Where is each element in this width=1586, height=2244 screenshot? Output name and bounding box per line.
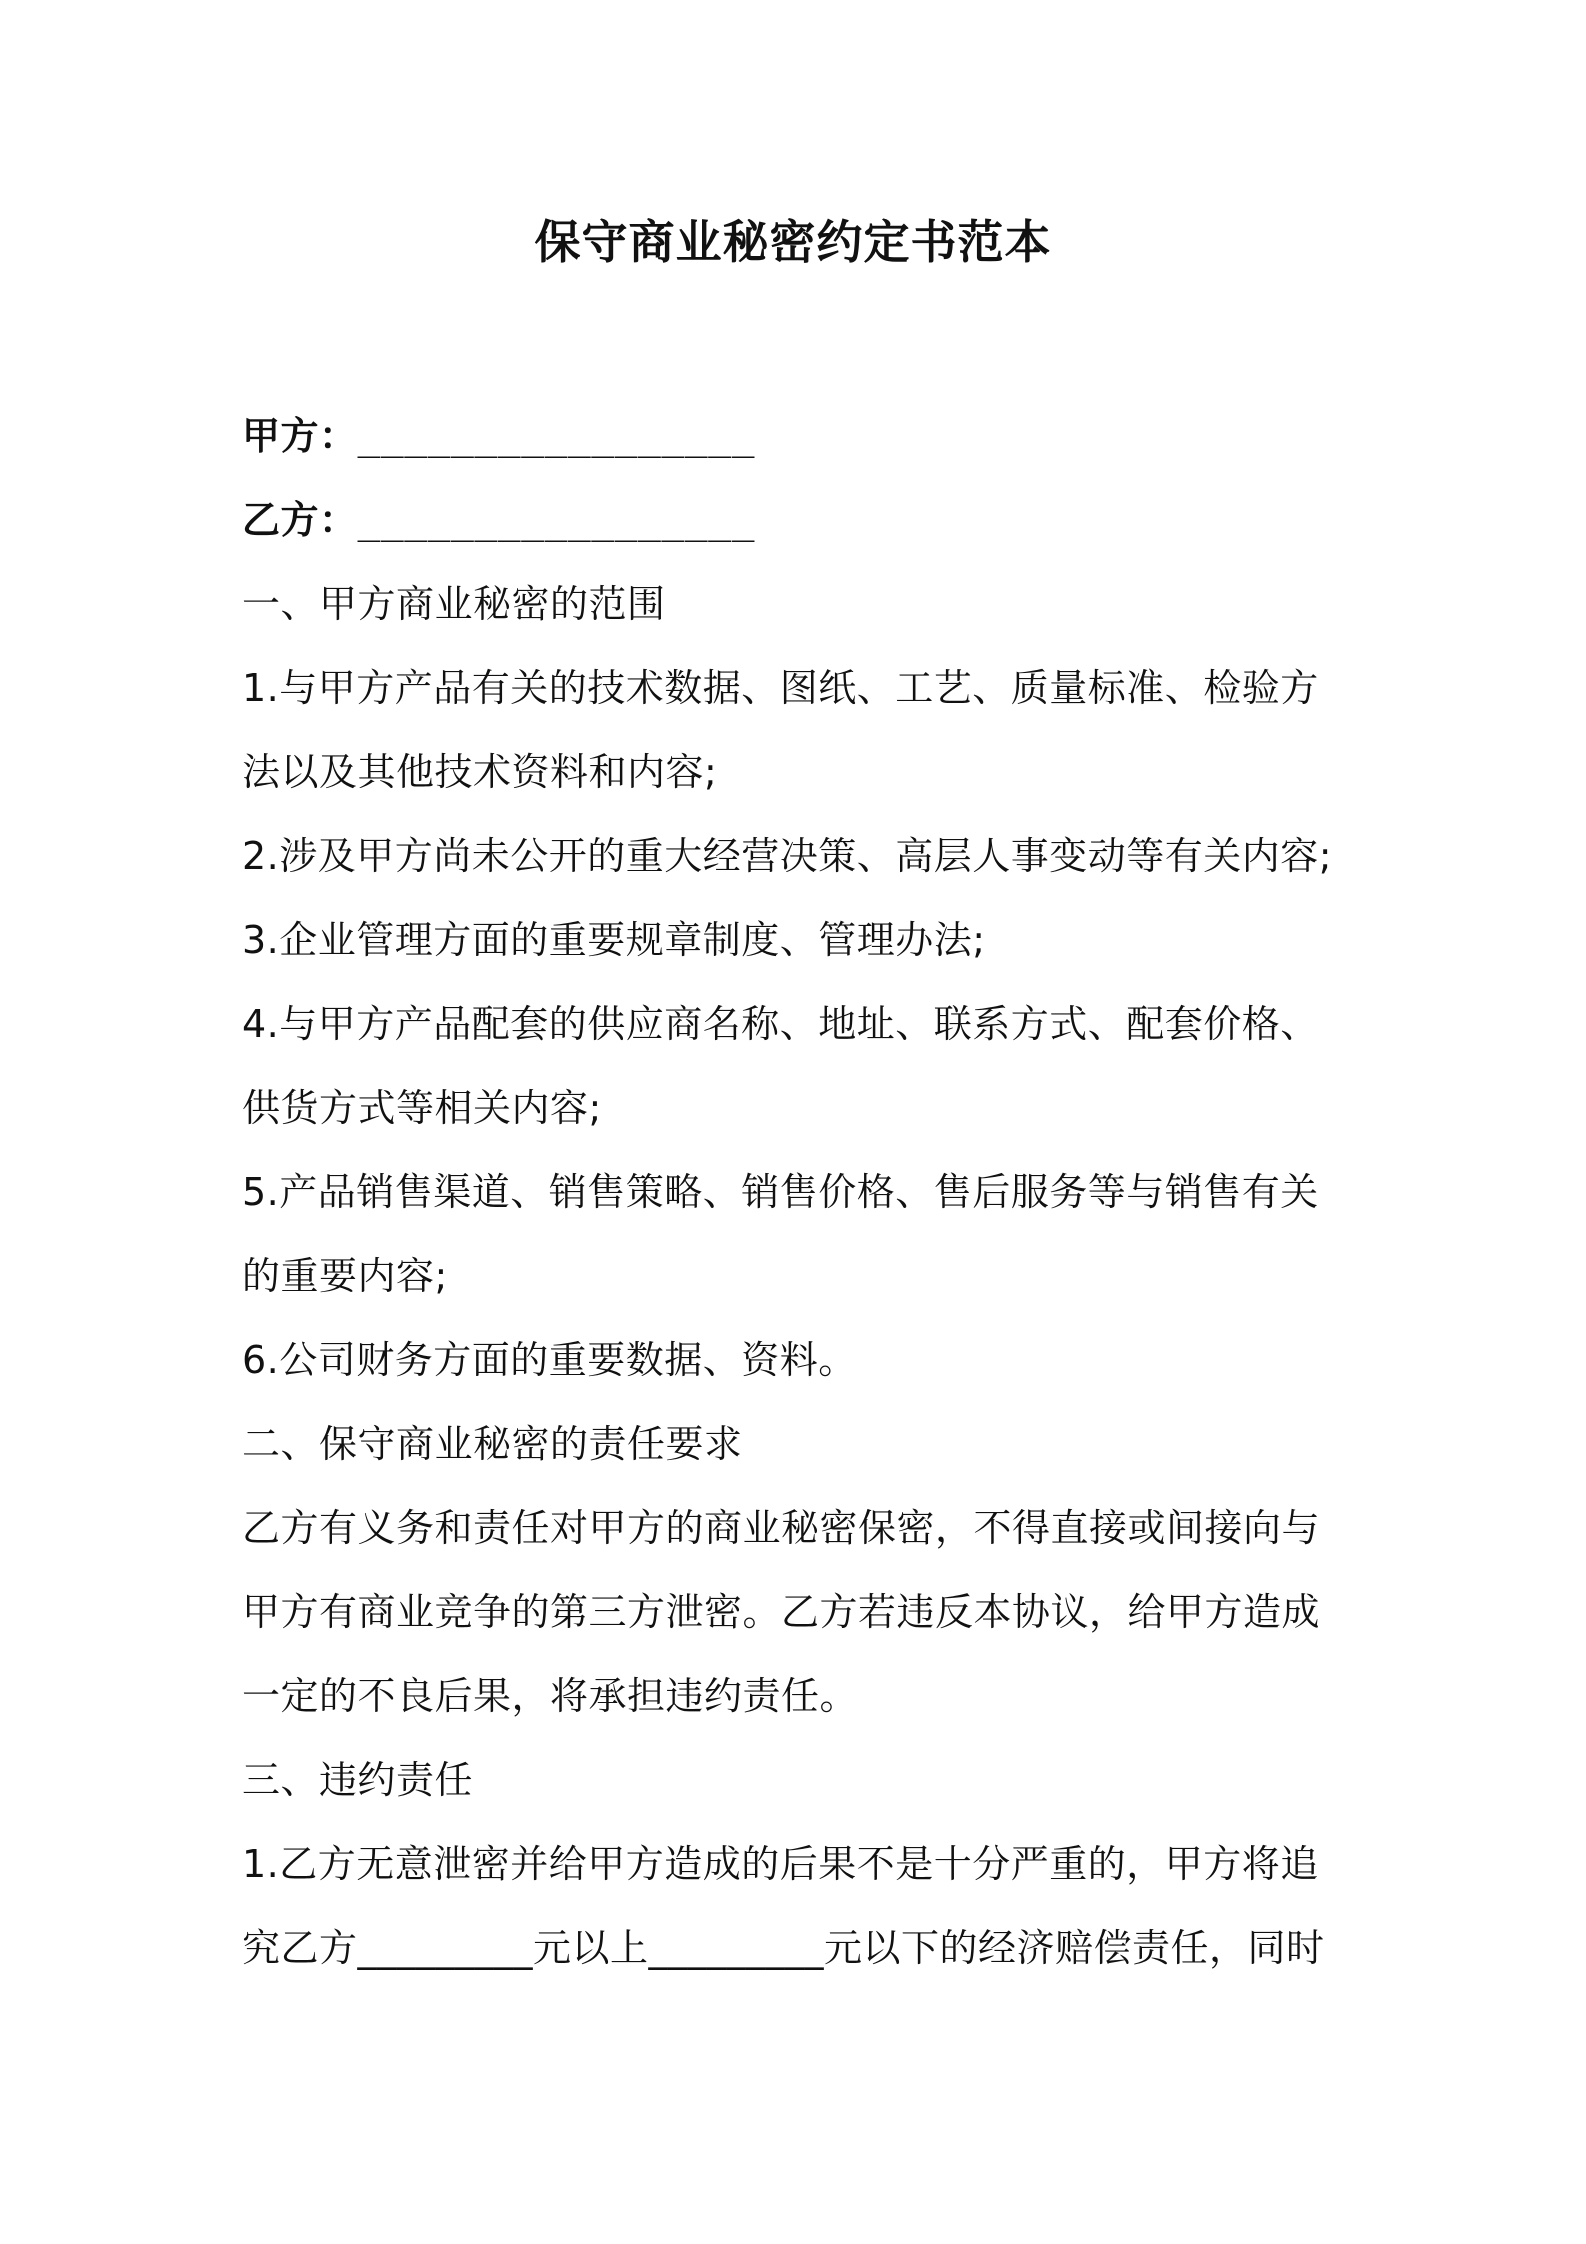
party-a-label: 甲方： — [242, 414, 358, 458]
paragraph-line: 2.涉及甲方尚未公开的重大经营决策、高层人事变动等有关内容; — [242, 834, 1333, 878]
paragraph-line: 1.乙方无意泄密并给甲方造成的后果不是十分严重的，甲方将追 — [242, 1842, 1319, 1886]
paragraph-line: 乙方有义务和责任对甲方的商业秘密保密，不得直接或间接向与 — [242, 1506, 1321, 1550]
paragraph-line: 3.企业管理方面的重要规章制度、管理办法; — [242, 918, 986, 962]
paragraph-line: 一定的不良后果，将承担违约责任。 — [242, 1674, 859, 1718]
party-b-blank: _________________ — [357, 498, 755, 542]
paragraph-line: 4.与甲方产品配套的供应商名称、地址、联系方式、配套价格、 — [242, 1002, 1319, 1046]
paragraph-line: 法以及其他技术资料和内容; — [242, 750, 718, 794]
party-b-line — [242, 492, 755, 548]
paragraph-line: 1.与甲方产品有关的技术数据、图纸、工艺、质量标准、检验方 — [242, 666, 1319, 710]
section-heading-3: 三、违约责任 — [242, 1758, 474, 1802]
paragraph-line: 的重要内容; — [242, 1254, 448, 1298]
section-heading-1: 一、甲方商业秘密的范围 — [242, 582, 666, 626]
paragraph-line: 究乙方_________元以上_________元以下的经济赔偿责任，同时 — [242, 1926, 1325, 1970]
party-a-blank: _________________ — [357, 414, 755, 458]
party-a-line — [242, 408, 755, 464]
document-title: 保守商业秘密约定书范本 — [534, 215, 1052, 269]
paragraph-line: 6.公司财务方面的重要数据、资料。 — [242, 1338, 857, 1382]
paragraph-line: 5.产品销售渠道、销售策略、销售价格、售后服务等与销售有关 — [242, 1170, 1319, 1214]
party-b-label: 乙方： — [242, 498, 358, 542]
paragraph-line: 甲方有商业竞争的第三方泄密。乙方若违反本协议，给甲方造成 — [242, 1590, 1321, 1634]
paragraph-line: 供货方式等相关内容; — [242, 1086, 602, 1130]
section-heading-2: 二、保守商业秘密的责任要求 — [242, 1422, 743, 1466]
